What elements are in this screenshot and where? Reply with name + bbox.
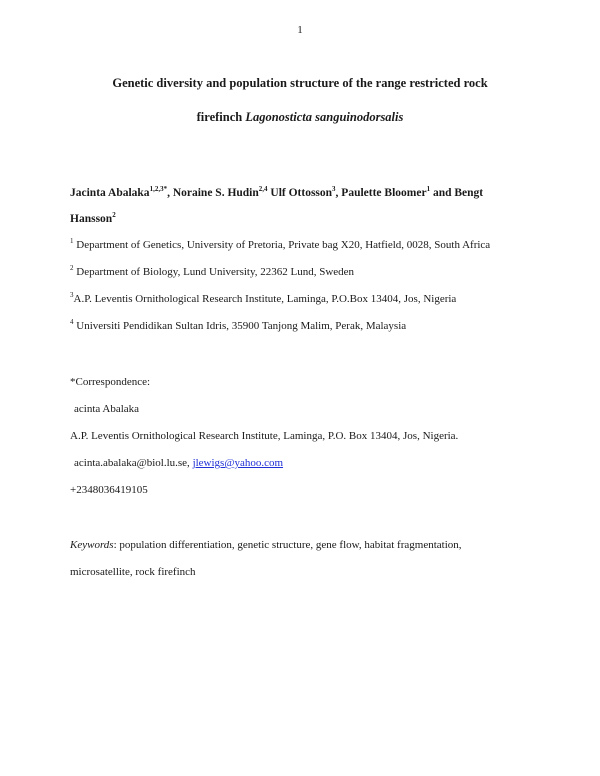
author-name: Paulette Bloomer (341, 187, 427, 199)
author-list (70, 180, 530, 232)
keywords-text: : population differentiation, genetic structure, gene flow, habitat fragmentation, (113, 539, 462, 551)
author-line-1 (70, 180, 530, 206)
author-affil-sup: 1,2,3* (149, 185, 168, 193)
correspondence-phone: +2348036419105 (70, 484, 148, 496)
author-name-part: Hansson (70, 213, 113, 225)
keywords-line-2: microsatellite, rock firefinch (70, 566, 196, 578)
correspondence-address: A.P. Leventis Ornithological Research Institute, Laminga, P.O. Box 13404, Jos, Nigeria. (70, 430, 459, 442)
author-sep: , (167, 187, 173, 199)
affiliation-sup: 2 (70, 264, 74, 272)
affiliation-sup: 3 (70, 291, 74, 299)
correspondence-name: acinta Abalaka (74, 403, 140, 415)
keywords-line-1 (70, 539, 550, 551)
page-number: 1 (297, 24, 303, 36)
author-sep: , (335, 187, 342, 199)
author-sep: and (430, 187, 455, 199)
author-affil-sup: 1 (426, 185, 431, 193)
author-affil-sup: 3 (332, 185, 336, 193)
author-name: Jacinta Abalaka (70, 187, 150, 199)
author-affil-sup: 2,4 (258, 185, 268, 193)
title-plain: firefinch (196, 110, 246, 124)
author-name-part: Bengt (454, 187, 484, 199)
author-name: Noraine S. Hudin (172, 187, 259, 199)
affiliation-text: Department of Biology, Lund University, 22362 Lund, Sweden (73, 266, 355, 278)
author-name: Ulf Ottosson (270, 187, 333, 199)
affiliation-text: Department of Genetics, University of Pretoria, Private bag X20, Hatfield, 0028, South Africa (73, 239, 491, 251)
affiliation-3 (70, 293, 550, 305)
affiliation-4 (70, 320, 550, 332)
affiliation-2 (70, 266, 550, 278)
correspondence-email-2-link[interactable]: jlewigs@yahoo.com (192, 457, 284, 469)
affiliation-text: Universiti Pendidikan Sultan Idris, 35900 Tanjong Malim, Perak, Malaysia (73, 320, 407, 332)
title-line-2 (40, 100, 560, 134)
correspondence-email-line (74, 457, 554, 469)
title-line-1: Genetic diversity and population structure of the range restricted rock (112, 76, 488, 90)
keywords-label: Keywords (70, 539, 114, 551)
paper-title (40, 66, 560, 134)
correspondence-email-1: acinta.abalaka@biol.lu.se, (74, 457, 193, 469)
author-line-2 (70, 206, 530, 232)
title-species: Lagonosticta sanguinodorsalis (245, 110, 404, 124)
correspondence-heading: *Correspondence: (70, 376, 151, 388)
affiliation-sup: 1 (70, 237, 74, 245)
affiliation-sup: 4 (70, 318, 74, 326)
affiliation-1 (70, 239, 550, 251)
affiliation-text: A.P. Leventis Ornithological Research Institute, Laminga, P.O.Box 13404, Jos, Nigeria (73, 293, 457, 305)
author-affil-sup: 2 (112, 211, 116, 219)
